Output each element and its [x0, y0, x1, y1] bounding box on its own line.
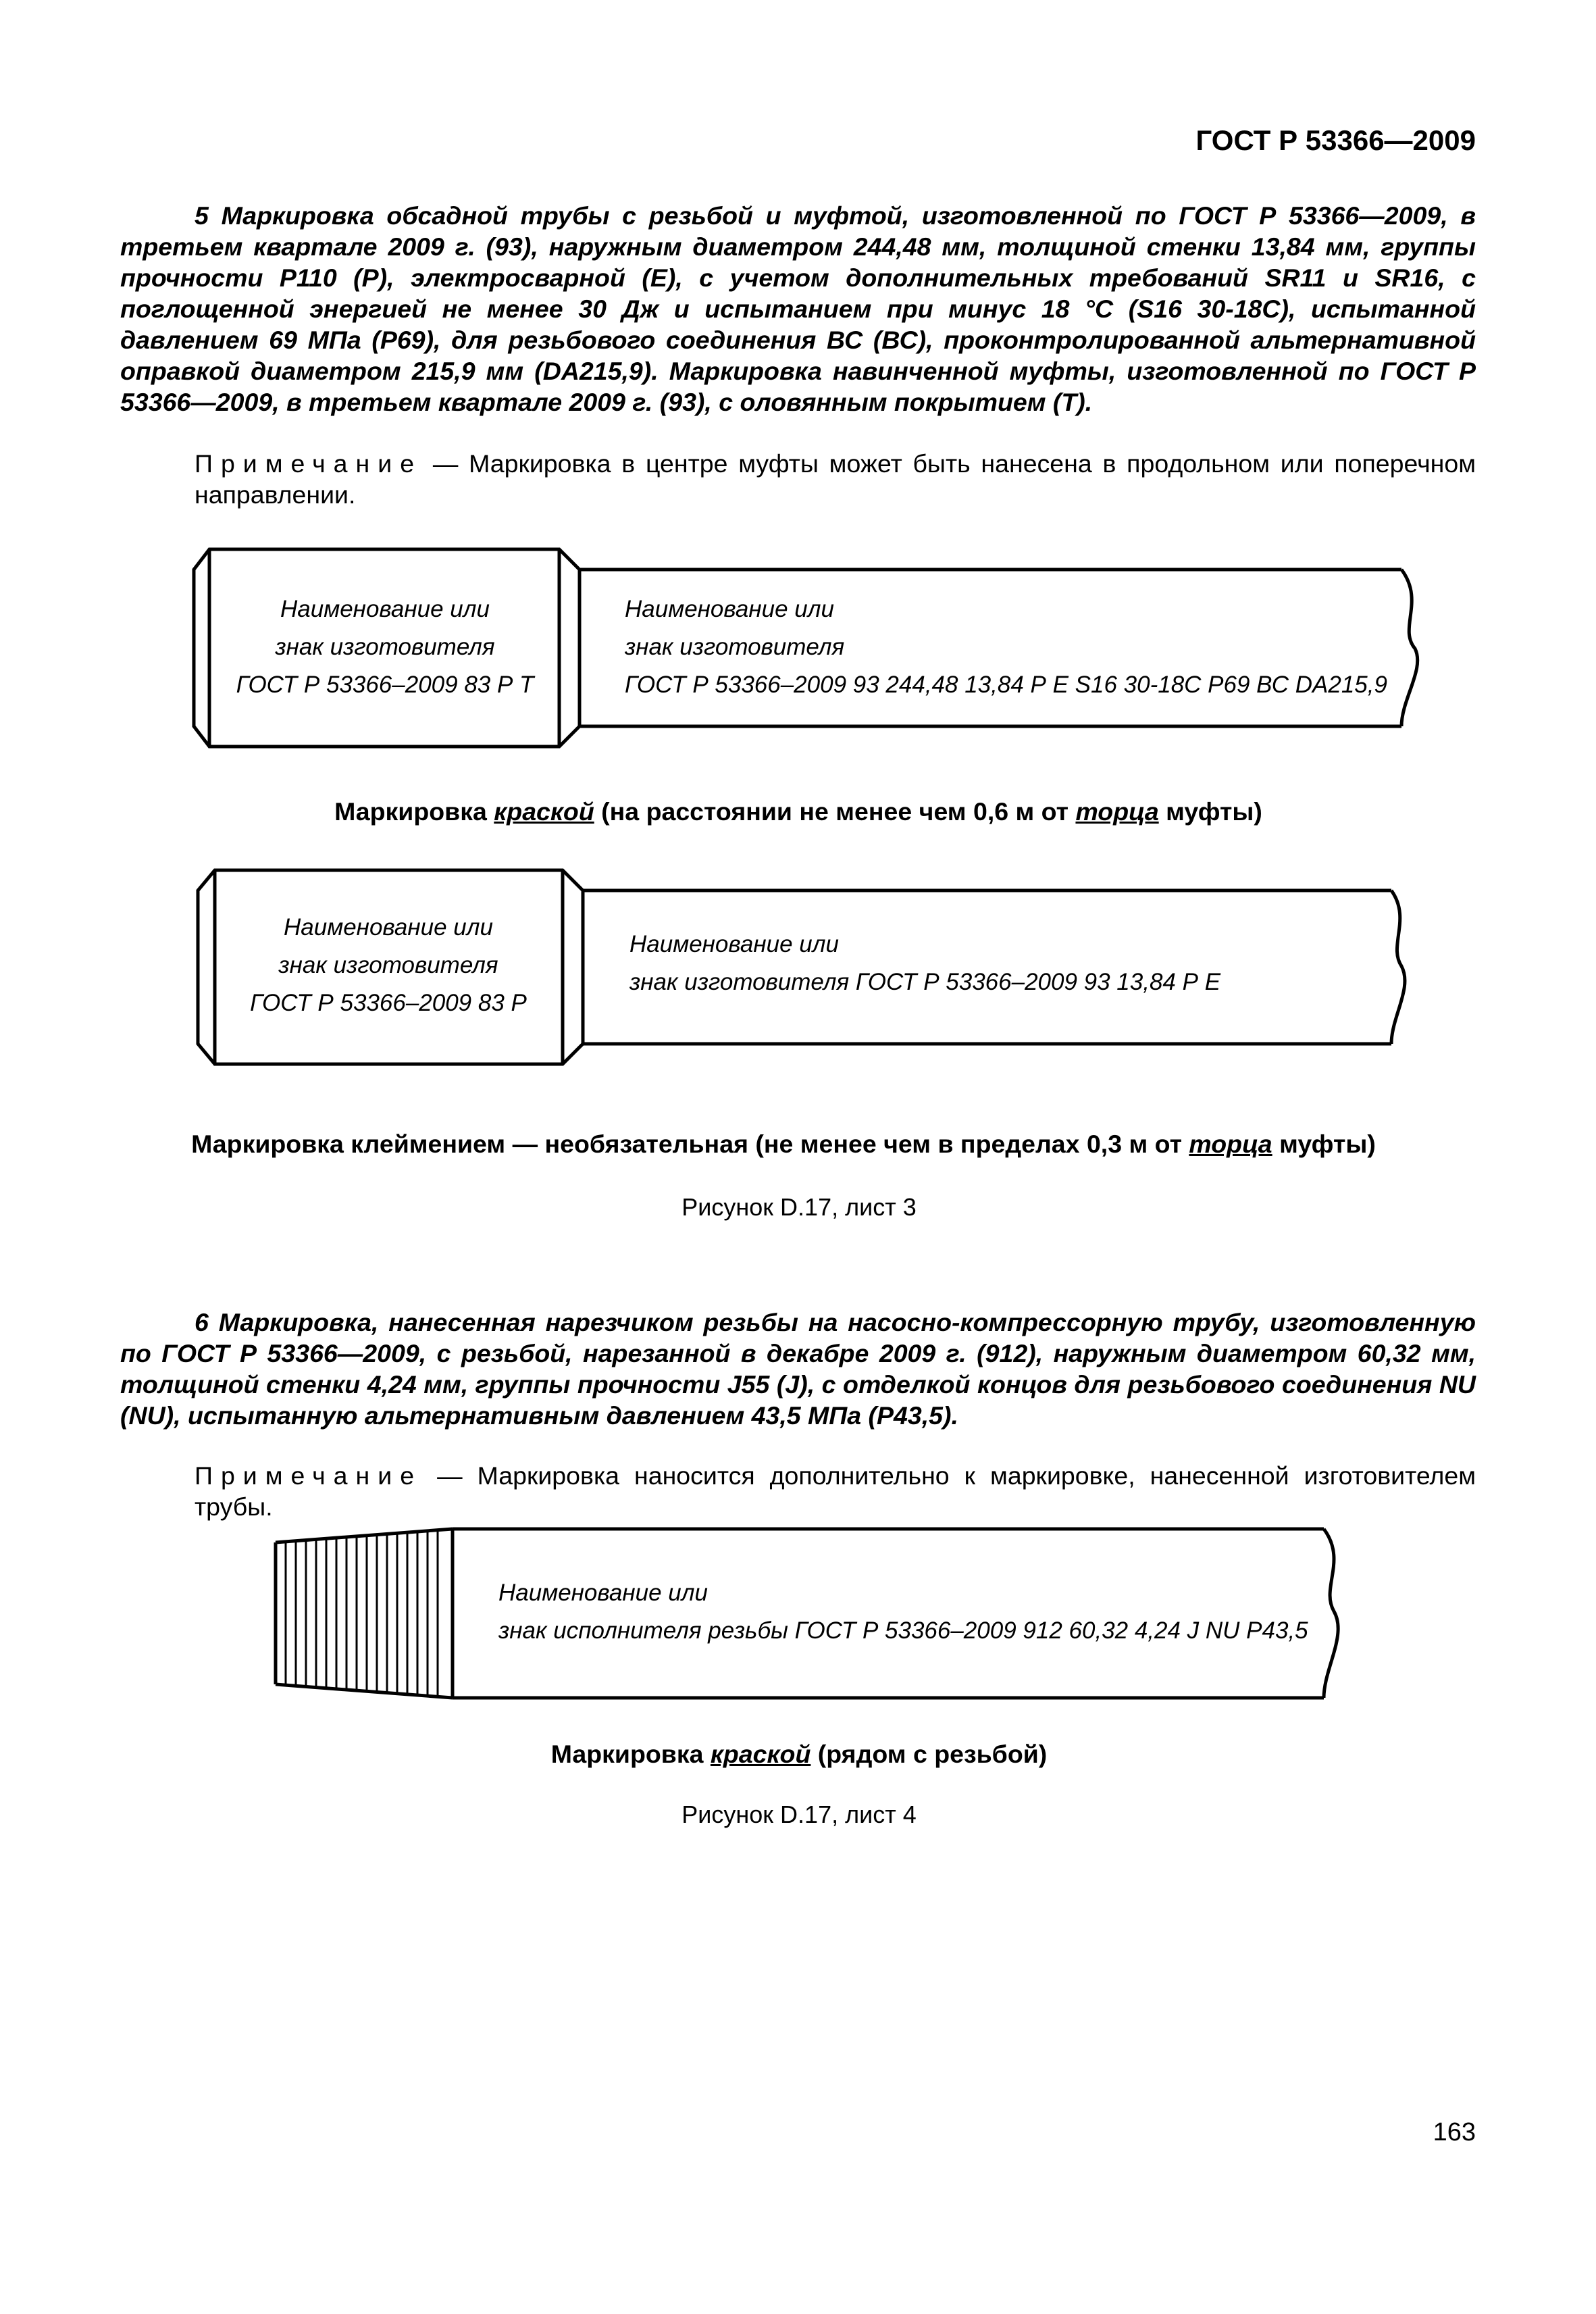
note-1-text: — Маркировка в центре муфты может быть нанесена в продольном или поперечном направлении.: [195, 449, 1476, 509]
pipe-line-1: Наименование или: [629, 931, 839, 957]
pipe-line-2: знак изготовителя ГОСТ Р 53366–2009 93 13,84 Р Е: [629, 969, 1221, 995]
item-5-text: 5 Маркировка обсадной трубы с резьбой и муфтой, изготовленной по ГОСТ Р 53366—2009, в третьем квартале 2009 г. (93), наружным диаметром 244,48 мм, толщиной стенки 13,84 мм, группы прочности Р110 (Р), электросварной (Е), с учетом дополнительных требований SR11 и SR16, с поглощенной энергией не менее 30 Дж и испытанием при минус 18 °С (S16 30-18С), испытанной давлением 69 МПа (Р69), для резьбового соединения ВС (ВС), проконтролированной альтернативной оправкой диаметром 215,9 мм (DA215,9). Маркировка навинченной муфты, изготовленной по ГОСТ Р 53366—2009, в третьем квартале 2009 г. (93), с оловянным покрытием (Т).: [120, 201, 1476, 416]
diagram-3-pipe-text: [498, 1574, 1308, 1650]
caption-paint-marking: Маркировка краской (на расстоянии не менее чем 0,6 м от торца муфты): [334, 797, 1262, 826]
item-6-text: 6 Маркировка, нанесенная нарезчиком резьбы на насосно-компрессорную трубу, изготовленную по ГОСТ Р 53366—2009, с резьбой, нарезанной в декабре 2009 г. (912), наружным диаметром 60,32 мм, толщиной стенки 4,24 мм, группы прочности J55 (J), с отделкой концов для резьбового соединения NU (NU), испытанную альтернативным давлением 43,5 МПа (Р43,5).: [120, 1308, 1476, 1430]
diagram-2-coupling-text: [220, 909, 557, 1022]
coupling-line-2: знак изготовителя: [275, 634, 495, 660]
note-2-text: — Маркировка наносится дополнительно к маркировке, нанесенной изготовителем трубы.: [195, 1461, 1476, 1521]
diagram-3-thread-lines: [286, 1530, 438, 1696]
item-6-paragraph: [120, 1307, 1476, 1431]
pipe-line-2: знак исполнителя резьбы ГОСТ Р 53366–2009 912 60,32 4,24 J NU Р43,5: [498, 1617, 1308, 1644]
coupling-line-3: ГОСТ Р 53366–2009 83 Р Т: [236, 672, 534, 698]
pipe-line-3: ГОСТ Р 53366–2009 93 244,48 13,84 Р Е S16 30-18С Р69 ВС DA215,9: [625, 672, 1387, 698]
caption-stamp-marking: Маркировка клеймением — необязательная (не менее чем в пределах 0,3 м от торца муфты): [191, 1130, 1376, 1158]
coupling-line-1: Наименование или: [280, 596, 490, 622]
pipe-line-2: знак изготовителя: [625, 634, 845, 660]
caption-paint-near-thread: Маркировка краской (рядом с резьбой): [550, 1740, 1048, 1768]
note-2-label: Примечание: [195, 1461, 423, 1490]
diagram-3-thread-shape: [276, 1529, 453, 1698]
note-2: [120, 1460, 1476, 1522]
coupling-line-3: ГОСТ Р 53366–2009 83 Р: [250, 990, 527, 1016]
page-number: 163: [1433, 2118, 1476, 2146]
coupling-line-1: Наименование или: [284, 914, 493, 940]
coupling-line-2: знак изготовителя: [278, 952, 498, 978]
pipe-line-1: Наименование или: [498, 1580, 708, 1606]
diagram-1-coupling-text: [216, 590, 554, 704]
note-1-label: Примечание: [195, 449, 423, 478]
document-standard-header: ГОСТ Р 53366—2009: [1195, 124, 1476, 156]
pipe-line-1: Наименование или: [625, 596, 834, 622]
diagram-1-pipe-text: [625, 590, 1387, 704]
diagram-2-pipe-text: [629, 926, 1220, 1001]
figure-d17-sheet-4-caption: Рисунок D.17, лист 4: [681, 1801, 917, 1828]
figure-d17-sheet-3-caption: Рисунок D.17, лист 3: [681, 1193, 917, 1221]
